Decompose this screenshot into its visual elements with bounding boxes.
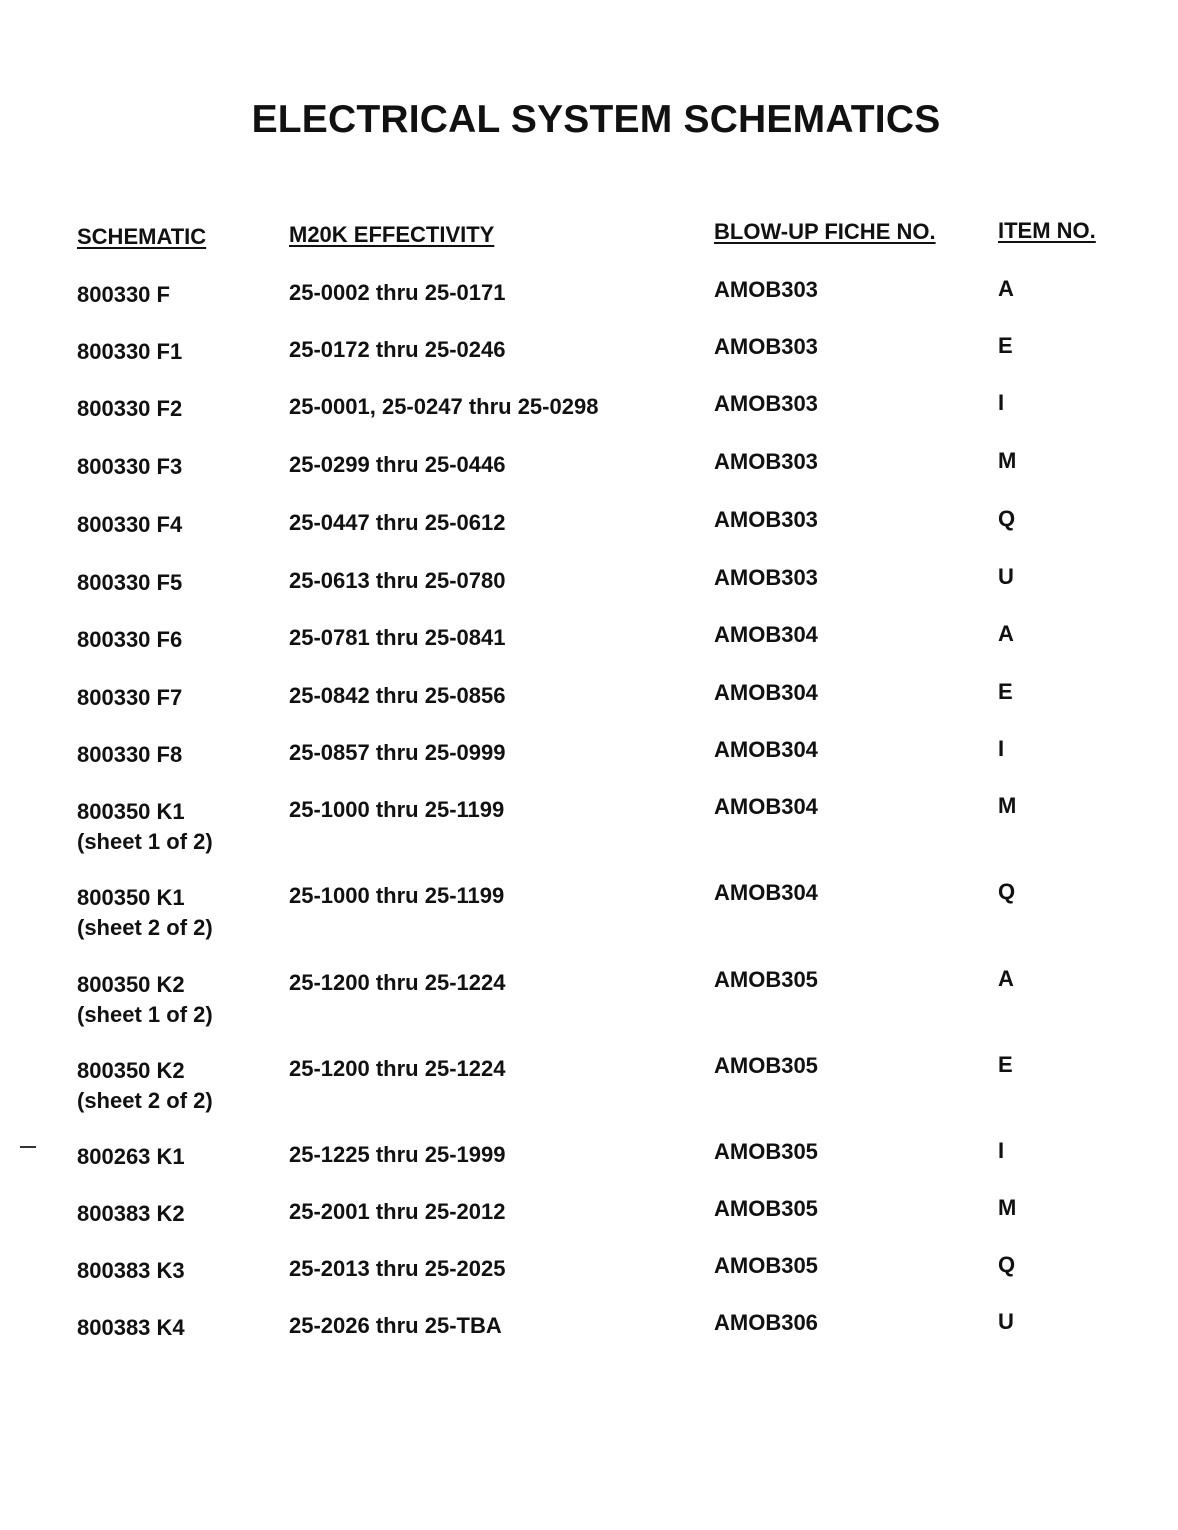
row-schematic: 800330 F2 [77, 396, 183, 421]
row-fiche: AMOB304 [714, 680, 818, 705]
row-item: M [998, 1195, 1017, 1220]
row-fiche: AMOB303 [714, 449, 818, 474]
row-schematic: 800350 K1 [77, 799, 185, 824]
row-schematic: 800350 K2 [77, 1058, 185, 1083]
row-effectivity: 25-0002 thru 25-0171 [289, 280, 506, 305]
row-schematic: 800330 F1 [77, 339, 183, 364]
row-fiche: AMOB303 [714, 507, 818, 532]
row-item: I [998, 736, 1005, 761]
row-fiche: AMOB305 [714, 1053, 818, 1078]
row-fiche: AMOB304 [714, 880, 818, 905]
row-schematic: 800383 K2 [77, 1201, 185, 1226]
row-fiche: AMOB304 [714, 622, 818, 647]
row-fiche: AMOB305 [714, 1196, 818, 1221]
row-fiche: AMOB305 [714, 1139, 818, 1164]
row-fiche: AMOB303 [714, 391, 818, 416]
row-sheet: (sheet 1 of 2) [77, 829, 213, 854]
stray-scan-mark [20, 1146, 36, 1148]
row-effectivity: 25-0299 thru 25-0446 [289, 452, 506, 477]
row-fiche: AMOB303 [714, 334, 818, 359]
row-effectivity: 25-0613 thru 25-0780 [289, 568, 506, 593]
row-schematic: 800330 F7 [77, 685, 183, 710]
row-sheet: (sheet 2 of 2) [77, 1088, 213, 1113]
row-schematic: 800383 K3 [77, 1258, 185, 1283]
page-title: ELECTRICAL SYSTEM SCHEMATICS [251, 98, 941, 141]
row-schematic: 800350 K1 [77, 885, 185, 910]
row-effectivity: 25-2001 thru 25-2012 [289, 1199, 506, 1224]
row-item: Q [998, 1252, 1016, 1277]
row-item: A [998, 621, 1014, 646]
header-item: ITEM NO. [998, 218, 1096, 243]
row-sheet: (sheet 2 of 2) [77, 915, 213, 940]
row-effectivity: 25-0001, 25-0247 thru 25-0298 [289, 394, 599, 419]
row-item: M [998, 793, 1017, 818]
row-fiche: AMOB303 [714, 565, 818, 590]
row-item: A [998, 276, 1014, 301]
row-fiche: AMOB303 [714, 277, 818, 302]
row-item: E [998, 679, 1013, 704]
row-schematic: 800330 F3 [77, 454, 183, 479]
row-fiche: AMOB304 [714, 737, 818, 762]
row-schematic: 800330 F [77, 282, 170, 307]
row-fiche: AMOB306 [714, 1310, 818, 1335]
row-item: Q [998, 506, 1016, 531]
header-fiche: BLOW-UP FICHE NO. [714, 219, 936, 244]
row-fiche: AMOB305 [714, 967, 818, 992]
row-effectivity: 25-2026 thru 25-TBA [289, 1313, 502, 1338]
row-item: I [998, 390, 1005, 415]
row-fiche: AMOB305 [714, 1253, 818, 1278]
row-effectivity: 25-1225 thru 25-1999 [289, 1142, 506, 1167]
row-item: A [998, 966, 1014, 991]
row-effectivity: 25-1000 thru 25-1199 [289, 797, 505, 822]
row-effectivity: 25-2013 thru 25-2025 [289, 1256, 506, 1281]
row-schematic: 800330 F8 [77, 742, 183, 767]
header-schematic: SCHEMATIC [77, 224, 207, 249]
row-sheet: (sheet 1 of 2) [77, 1002, 213, 1027]
row-effectivity: 25-0842 thru 25-0856 [289, 683, 506, 708]
row-item: U [998, 564, 1014, 589]
row-schematic: 800383 K4 [77, 1315, 185, 1340]
row-effectivity: 25-0447 thru 25-0612 [289, 510, 506, 535]
row-schematic: 800330 F5 [77, 570, 183, 595]
row-schematic: 800330 F4 [77, 512, 183, 537]
row-item: E [998, 333, 1013, 358]
row-item: U [998, 1309, 1014, 1334]
row-effectivity: 25-0781 thru 25-0841 [289, 625, 506, 650]
row-item: I [998, 1138, 1005, 1163]
row-item: M [998, 448, 1017, 473]
row-effectivity: 25-1200 thru 25-1224 [289, 1056, 506, 1081]
row-effectivity: 25-1200 thru 25-1224 [289, 970, 506, 995]
row-schematic: 800350 K2 [77, 972, 185, 997]
row-effectivity: 25-0172 thru 25-0246 [289, 337, 506, 362]
header-effectivity: M20K EFFECTIVITY [289, 222, 495, 247]
row-item: E [998, 1052, 1013, 1077]
row-schematic: 800263 K1 [77, 1144, 185, 1169]
row-effectivity: 25-0857 thru 25-0999 [289, 740, 506, 765]
row-item: Q [998, 879, 1016, 904]
row-fiche: AMOB304 [714, 794, 818, 819]
row-effectivity: 25-1000 thru 25-1199 [289, 883, 505, 908]
row-schematic: 800330 F6 [77, 627, 183, 652]
